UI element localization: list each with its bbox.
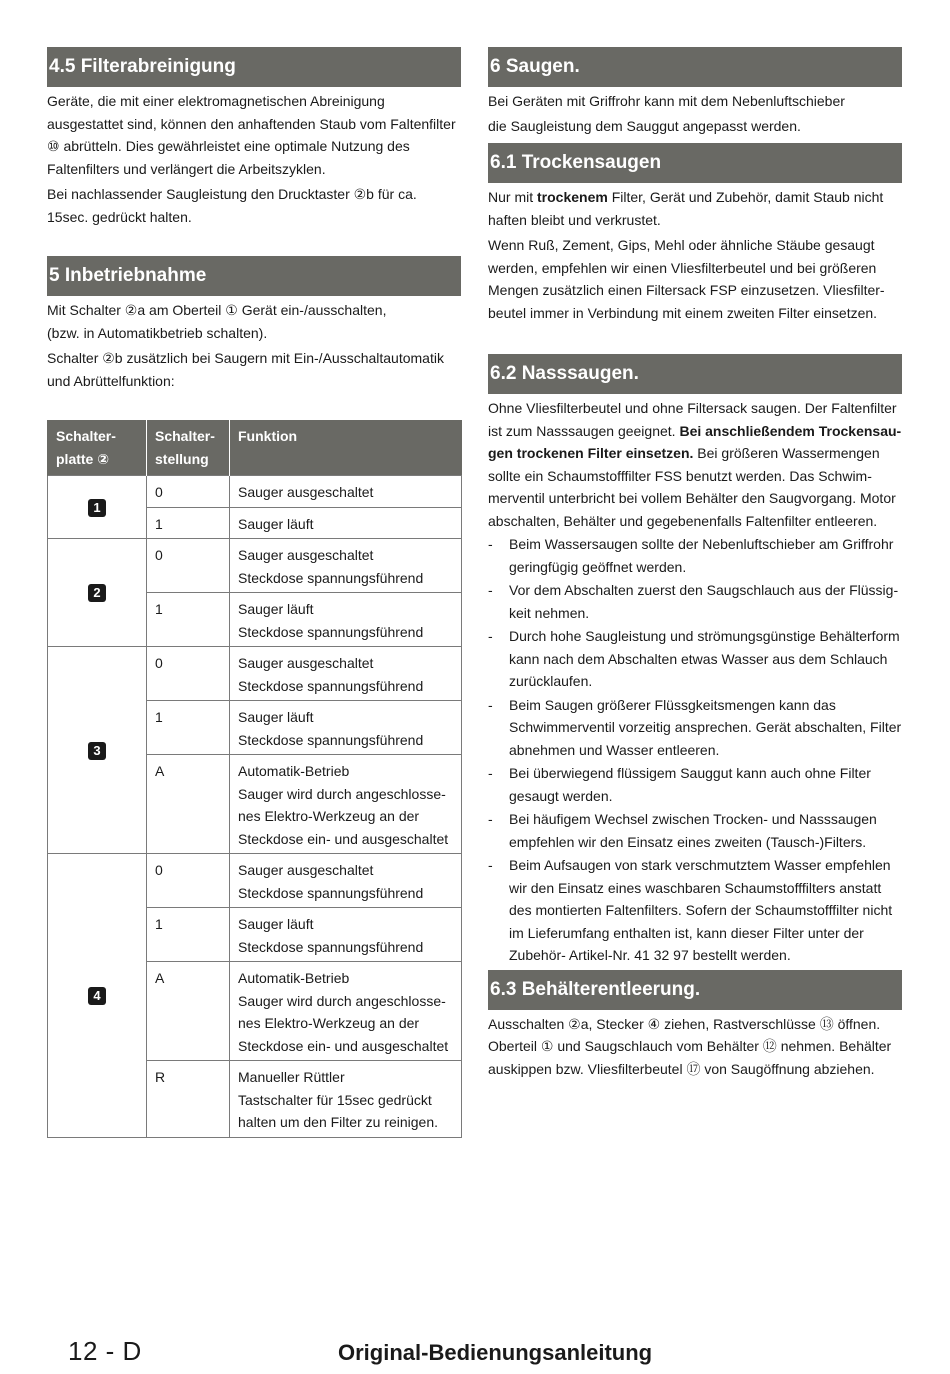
- list-item-text: Vor dem Abschalten zuerst den Saugschlauch aus der Flüssig-keit nehmen.: [509, 582, 899, 621]
- paragraph: Bei Geräten mit Griffrohr kann mit dem Nebenluftschieber: [488, 93, 845, 109]
- list-item-text: Bei häufigem Wechsel zwischen Trocken- und Nasssaugen empfehlen wir den Einsatz eines zweiten (Tausch-)Filters.: [509, 811, 877, 850]
- function-cell: [230, 854, 462, 908]
- position-cell: 1: [147, 908, 230, 962]
- table-row: [48, 476, 462, 508]
- dash-marker: -: [488, 696, 493, 713]
- function-cell: [230, 507, 462, 539]
- table-row: [48, 539, 462, 593]
- list-item: [488, 579, 902, 624]
- emphasis-text: Bei anschließendem Trockensau-gen trockenen Filter einsetzen.: [488, 422, 902, 461]
- list-item: [488, 762, 902, 807]
- plate-cell: [48, 476, 147, 539]
- plate-badge-4: 4: [88, 987, 106, 1005]
- function-line: Steckdose spannungsführend: [238, 569, 424, 586]
- function-cell: [230, 647, 462, 701]
- function-line: Steckdose spannungsführend: [238, 731, 424, 748]
- paragraph: Geräte, die mit einer elektromagnetischen Abreinigung ausgestattet sind, können den anhaftenden Staub vom Faltenfilter ⑩ abrütteln. Dies gewährleistet eine optimale Nutzung des Faltenfilters und verlängert die Arbeitszyklen.: [47, 93, 456, 177]
- column-header-plate: Schalter-platte ②: [48, 420, 147, 476]
- function-line: Automatik-Betrieb: [238, 763, 350, 779]
- table-row: [48, 854, 462, 908]
- plate-badge-1: 1: [88, 499, 106, 517]
- function-line: Sauger läuft: [238, 515, 314, 532]
- function-line: Manueller Rüttler: [238, 1069, 345, 1085]
- function-cell: [230, 476, 462, 508]
- list-item-text: Beim Wassersaugen sollte der Nebenluftschieber am Griffrohr geringfügig geöffnet werden.: [509, 536, 894, 575]
- function-line: Sauger läuft: [238, 601, 314, 617]
- list-item: [488, 808, 902, 853]
- function-line: Steckdose spannungsführend: [238, 884, 424, 901]
- paragraph: Mit Schalter ②a am Oberteil ① Gerät ein-/ausschalten,: [47, 302, 387, 318]
- section-heading-6-3: 6.3 Behälterentleerung.: [488, 970, 902, 1010]
- plate-badge-3: 3: [88, 742, 106, 760]
- list-item: [488, 854, 902, 967]
- column-header-function: Funktion: [230, 420, 462, 476]
- position-cell: 0: [147, 854, 230, 908]
- paragraph: Schalter ②b zusätzlich bei Saugern mit Ein-/Ausschaltautomatik und Abrüttelfunktion:: [47, 350, 444, 389]
- text-run: Ohne Vliesfilterbeutel und ohne Filtersack saugen. Der Faltenfilter ist zum Nasssaugen geeignet.: [488, 400, 897, 439]
- list-item-text: Durch hohe Saugleistung und strömungsgünstige Behälterform kann nach dem Abschalten etwas Wasser aus dem Schlauch zurücklaufen.: [509, 628, 900, 689]
- function-cell: [230, 539, 462, 593]
- left-column: [47, 47, 461, 1138]
- list-item-text: Bei überwiegend flüssigem Sauggut kann auch ohne Filter gesaugt werden.: [509, 765, 871, 804]
- section-heading-6: 6 Saugen.: [488, 47, 902, 87]
- function-line: Steckdose ein- und ausgeschaltet: [238, 1037, 449, 1054]
- list-item-text: Beim Aufsaugen von stark verschmutztem Wasser empfehlen wir den Einsatz eines waschbaren Schaumstofffilters anstatt des montierten Faltenfilters. Sofern der Schaumstofffilter nicht im Lieferumfang enthalten ist, kann dieser Filter unter der Zubehör- Artikel-Nr. 41 32 97 bestellt werden.: [509, 857, 893, 963]
- function-line: Sauger wird durch angeschlosse-: [238, 992, 446, 1009]
- function-line: nes Elektro-Werkzeug an der: [238, 808, 420, 824]
- function-line: Automatik-Betrieb: [238, 970, 350, 986]
- table-header-row: [48, 420, 462, 476]
- section-heading-5: 5 Inbetriebnahme: [47, 256, 461, 296]
- function-line: Sauger wird durch angeschlosse-: [238, 785, 446, 802]
- position-cell: 1: [147, 701, 230, 755]
- position-cell: R: [147, 1061, 230, 1138]
- dash-marker: -: [488, 536, 493, 552]
- dash-marker: -: [488, 857, 493, 873]
- function-cell: [230, 908, 462, 962]
- function-cell: [230, 755, 462, 854]
- function-line: Sauger ausgeschaltet: [238, 862, 374, 878]
- function-cell: [230, 701, 462, 755]
- section-heading-4-5: 4.5 Filterabreinigung: [47, 47, 461, 87]
- position-cell: 0: [147, 476, 230, 508]
- column-header-position: Schalter-stellung: [147, 420, 230, 476]
- function-cell: [230, 962, 462, 1061]
- function-line: Sauger ausgeschaltet: [238, 655, 374, 671]
- dash-marker: -: [488, 582, 493, 598]
- emphasis-text: trockenem: [537, 189, 608, 205]
- dash-marker: -: [488, 765, 493, 781]
- paragraph: [488, 186, 902, 231]
- text-run: Bei größeren Wassermengen sollte ein Schaumstofffilter FSS benutzt werden. Das Schwim-merventil unterbricht bei vollem Behälter den Saugvorgang. Motor abschalten, Behälter und gegebenenfalls Faltenfilter entleeren.: [488, 445, 896, 529]
- function-line: Steckdose spannungsführend: [238, 938, 424, 955]
- position-cell: 1: [147, 507, 230, 539]
- list-item: [488, 694, 902, 762]
- function-line: Steckdose ein- und ausgeschaltet: [238, 830, 449, 847]
- paragraph: Ausschalten ②a, Stecker ④ ziehen, Rastverschlüsse ⑬ öffnen. Oberteil ① und Saugschlauch vom Behälter ⑫ nehmen. Behälter auskippen bzw. Vliesfilterbeutel ⑰ von Saugöffnung abziehen.: [488, 1015, 892, 1077]
- list-item: [488, 533, 902, 578]
- function-cell: [230, 593, 462, 647]
- function-line: Sauger ausgeschaltet: [238, 547, 374, 563]
- position-cell: 0: [147, 647, 230, 701]
- table-row: [48, 647, 462, 701]
- plate-badge-2: 2: [88, 584, 106, 602]
- function-cell: [230, 1061, 462, 1138]
- function-line: Sauger läuft: [238, 916, 314, 932]
- function-line: Steckdose spannungsführend: [238, 623, 424, 640]
- plate-cell: [48, 539, 147, 647]
- list-item-text: Beim Saugen größerer Flüssgkeitsmengen kann das Schwimmerventil vorzeitig ansprechen. Gerät abschalten, Filter abnehmen und Wasser entleeren.: [509, 696, 902, 758]
- position-cell: 1: [147, 593, 230, 647]
- page-number: 12 - D: [68, 1336, 142, 1366]
- plate-cell: [48, 854, 147, 1138]
- paragraph: (bzw. in Automatikbetrieb schalten).: [47, 324, 268, 341]
- paragraph: Wenn Ruß, Zement, Gips, Mehl oder ähnliche Stäube gesaugt werden, empfehlen wir einen Vliesfilterbeutel und bei größeren Mengen zusätzlich einen Filtersack FSP einzusetzen. Vliesfilter-beutel immer in Verbindung mit einem zweiten Filter einsetzen.: [488, 237, 885, 321]
- position-cell: 0: [147, 539, 230, 593]
- plate-cell: [48, 647, 147, 854]
- dash-marker: -: [488, 811, 493, 827]
- paragraph: Bei nachlassender Saugleistung den Drucktaster ②b für ca. 15sec. gedrückt halten.: [47, 186, 417, 225]
- list-item: [488, 625, 902, 693]
- function-line: Steckdose spannungsführend: [238, 677, 424, 694]
- function-line: nes Elektro-Werkzeug an der: [238, 1015, 420, 1031]
- section-heading-6-2: 6.2 Nasssaugen.: [488, 354, 902, 394]
- text-run: Nur mit: [488, 189, 537, 205]
- text-run: Filter, Gerät und Zubehör, damit Staub nicht haften bleibt und verkrustet.: [488, 189, 884, 228]
- footer-title: Original-Bedienungsanleitung: [338, 1340, 653, 1365]
- position-cell: A: [147, 962, 230, 1061]
- section-heading-6-1: 6.1 Trockensaugen: [488, 143, 902, 183]
- function-line: Sauger läuft: [238, 709, 314, 725]
- function-line: Tastschalter für 15sec gedrückt: [238, 1091, 432, 1108]
- paragraph: [488, 397, 902, 532]
- dash-marker: -: [488, 628, 493, 644]
- paragraph: die Saugleistung dem Sauggut angepasst werden.: [488, 117, 801, 134]
- function-line: Sauger ausgeschaltet: [238, 484, 374, 500]
- function-line: halten um den Filter zu reinigen.: [238, 1114, 438, 1130]
- position-cell: A: [147, 755, 230, 854]
- right-column: [488, 47, 902, 1080]
- bullet-list: [488, 533, 902, 967]
- switch-function-table: [47, 420, 462, 1138]
